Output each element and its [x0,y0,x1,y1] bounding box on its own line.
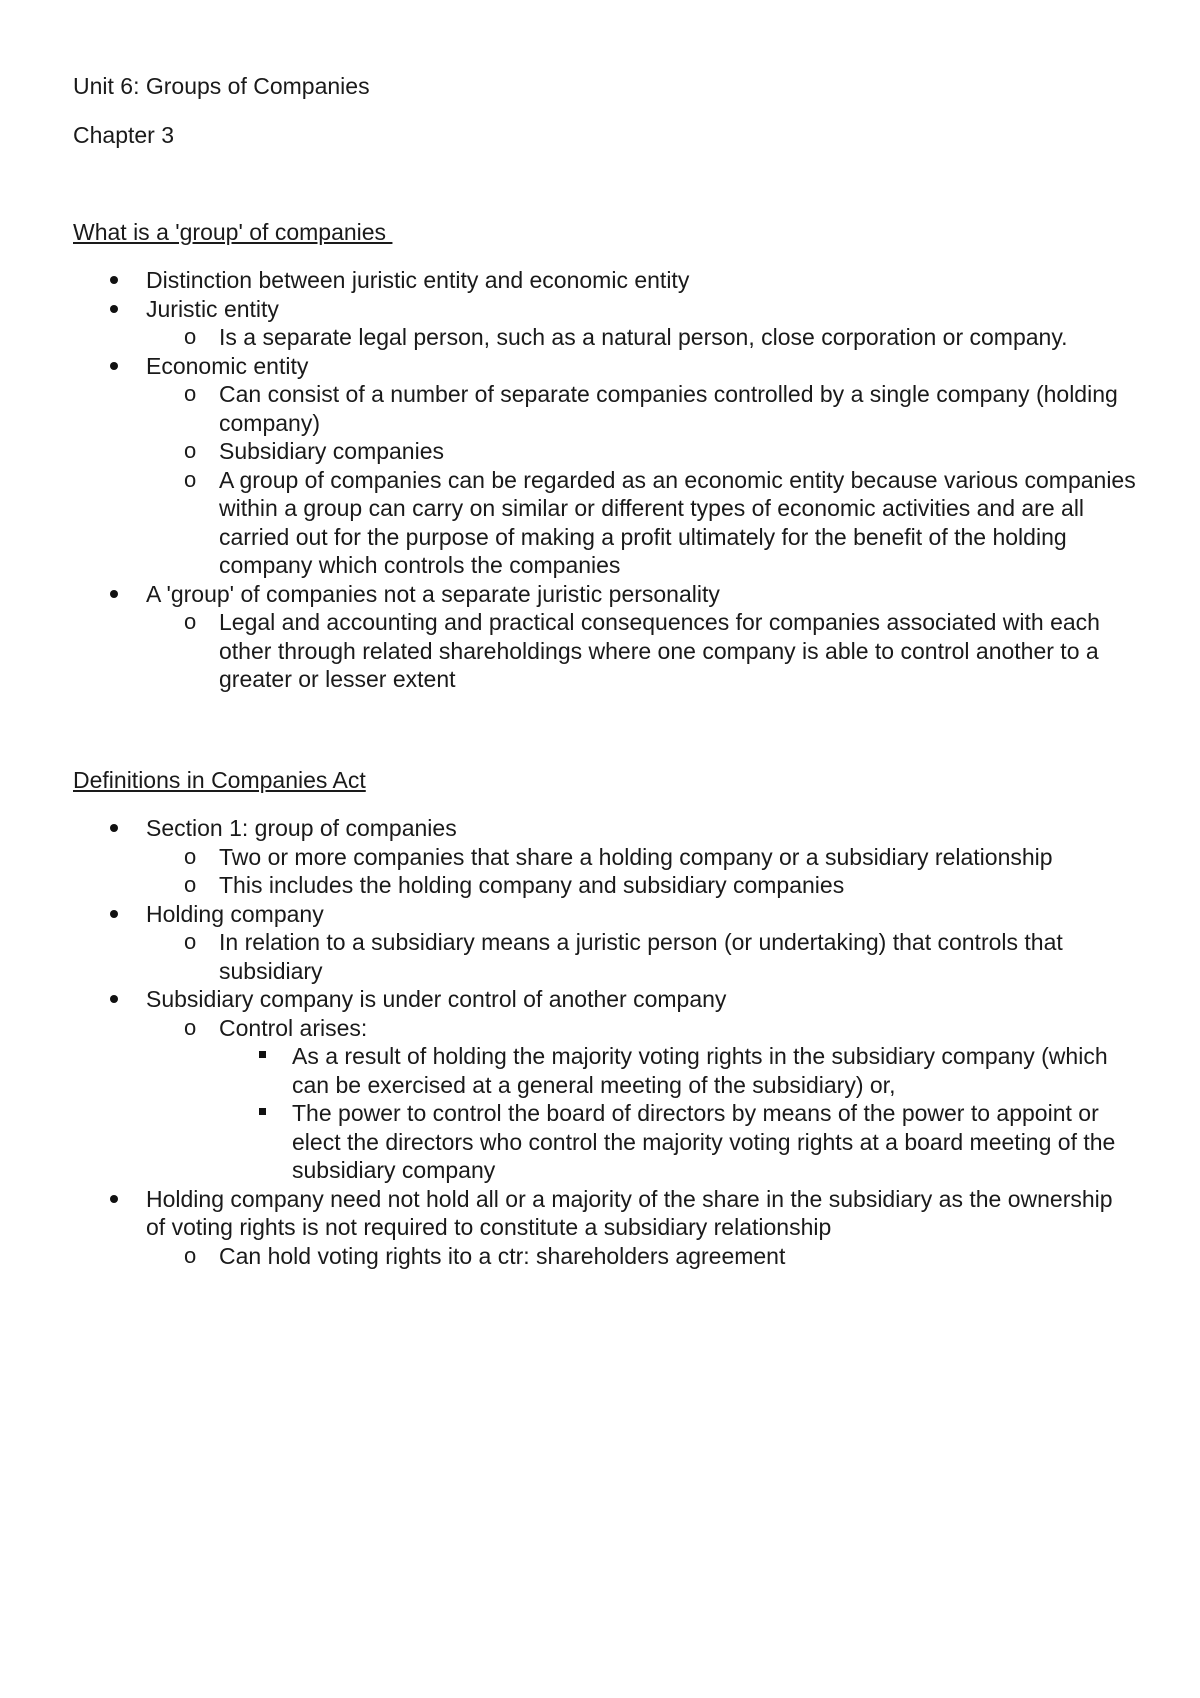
chapter-label: Chapter 3 [73,122,175,148]
list-item [0,871,1139,900]
bullet-circle-icon: o [184,929,197,954]
list-item-text: Holding company [146,900,324,927]
list-item-text: This includes the holding company and subsidiary companies [219,872,845,898]
bullet-disc-icon [110,305,118,313]
list-item [0,295,1126,324]
bullet-square-icon [259,1108,266,1115]
bullet-disc-icon [110,590,118,598]
bullet-circle-icon: o [184,381,197,406]
bullet-circle-icon: o [184,609,197,634]
list-item [0,380,1139,437]
list-item-text: Two or more companies that share a holding company or a subsidiary relationship [219,843,1053,870]
bullet-circle-icon: o [184,1014,197,1040]
list-item-text: A group of companies can be regarded as an economic entity because various companies within a group can carry on similar or different types of economic activities and are all carried out for the purpose of making a profit ultimately for the benefit of the holding company which controls the companies [219,466,1136,578]
bullet-disc-icon [110,824,118,832]
list-item-text: A 'group' of companies not a separate juristic personality [146,580,720,607]
list-item-text: Subsidiary companies [219,438,445,464]
list-item [0,985,1126,1014]
list-item [0,843,1139,872]
list-item-text: Economic entity [146,352,309,379]
unit-title: Unit 6: Groups of Companies [73,73,370,99]
list-item [0,1042,1132,1099]
list-item-text: In relation to a subsidiary means a juristic person (or undertaking) that controls that subsidiary [219,929,1063,984]
list-item-text: As a result of holding the majority voting rights in the subsidiary company (which can be exercised at a general meeting of the subsidiary) or, [292,1043,1108,1098]
list-item [0,466,1139,580]
list-item-text: Section 1: group of companies [146,815,457,841]
section-heading-definitions: Definitions in Companies Act [73,767,366,793]
bullet-circle-icon: o [184,324,197,349]
bullet-disc-icon [110,362,118,370]
list-item [0,1099,1132,1185]
list-item [0,266,1126,295]
list-item-text: Juristic entity [146,295,279,322]
list-item [0,1242,1139,1271]
bullet-disc-icon [110,910,118,918]
list-item-text: Legal and accounting and practical consequences for companies associated with each other through related shareholdings where one company is able to control another to a greater or lesser extent [219,609,1100,692]
list-item [0,900,1126,929]
bullet-square-icon [259,1051,266,1058]
list-item-text: The power to control the board of directors by means of the power to appoint or elect the directors who control the majority voting rights at a board meeting of the subsidiary company [292,1100,1116,1183]
section-definitions-list [0,814,1200,1270]
list-item [0,580,1126,609]
list-item-text: Can hold voting rights ito a ctr: shareholders agreement [219,1242,786,1269]
list-item-text: Subsidiary company is under control of another company [146,986,727,1012]
list-item [0,437,1139,466]
list-item [0,352,1126,381]
list-item-text: Holding company need not hold all or a majority of the share in the subsidiary as the ownership of voting rights is not required to constitute a subsidiary relationship [146,1185,1113,1240]
list-item [0,323,1139,352]
bullet-disc-icon [110,995,118,1003]
bullet-circle-icon: o [184,843,197,869]
bullet-circle-icon: o [184,872,197,897]
section-heading-group-of-companies: What is a 'group' of companies [73,219,393,245]
bullet-circle-icon: o [184,1242,197,1268]
bullet-disc-icon [110,1195,118,1203]
list-item [0,928,1139,985]
list-item [0,608,1139,694]
section-group-of-companies-list [0,266,1200,694]
bullet-disc-icon [110,276,118,284]
list-item [0,814,1126,843]
list-item [0,1185,1126,1242]
list-item-text: Can consist of a number of separate companies controlled by a single company (holding company) [219,381,1118,436]
list-item-text: Distinction between juristic entity and economic entity [146,267,690,293]
list-item [0,1014,1139,1043]
bullet-circle-icon: o [184,438,197,463]
list-item-text: Control arises: [219,1014,368,1041]
list-item-text: Is a separate legal person, such as a natural person, close corporation or company. [219,324,1068,350]
bullet-circle-icon: o [184,466,197,492]
